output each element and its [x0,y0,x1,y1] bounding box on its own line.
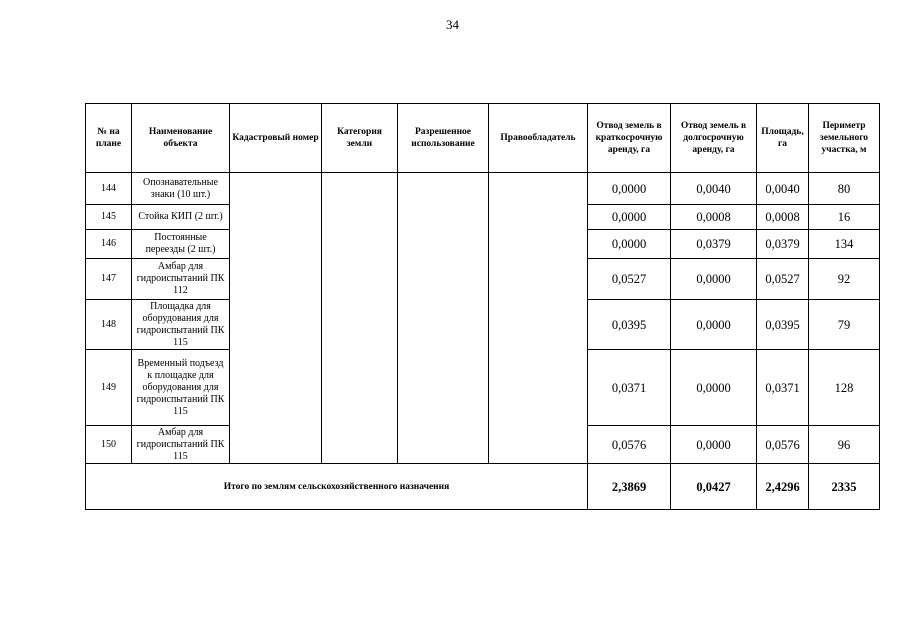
cell-short-term: 0,0576 [588,426,671,464]
cell-short-term: 0,0000 [588,205,671,230]
cell-perimeter: 80 [809,173,880,205]
cell-long-term: 0,0040 [671,173,757,205]
cell-long-term: 0,0000 [671,300,757,350]
total-row [86,464,880,510]
cell-perimeter: 79 [809,300,880,350]
header-permitted-use: Разрешенное использование [398,104,489,173]
table-header-row [86,104,880,173]
total-short-term: 2,3869 [588,464,671,510]
total-long-term: 0,0427 [671,464,757,510]
cell-name: Временный подъезд к площадке для оборудования для гидроиспытаний ПК 115 [132,350,230,426]
cell-name: Стойка КИП (2 шт.) [132,205,230,230]
cell-category-merged [322,173,398,464]
cell-name: Площадка для оборудования для гидроиспытаний ПК 115 [132,300,230,350]
total-area: 2,4296 [757,464,809,510]
land-allocation-table [85,103,880,510]
cell-permitted-use-merged [398,173,489,464]
cell-short-term: 0,0371 [588,350,671,426]
page-number: 34 [446,17,459,32]
cell-no: 145 [86,205,132,230]
cell-perimeter: 96 [809,426,880,464]
cell-perimeter: 16 [809,205,880,230]
cell-area: 0,0008 [757,205,809,230]
cell-short-term: 0,0527 [588,259,671,300]
header-perimeter: Периметр земельного участка, м [809,104,880,173]
cell-area: 0,0379 [757,230,809,259]
header-no: № на плане [86,104,132,173]
cell-perimeter: 134 [809,230,880,259]
cell-no: 147 [86,259,132,300]
cell-short-term: 0,0000 [588,173,671,205]
cell-long-term: 0,0000 [671,350,757,426]
cell-no: 150 [86,426,132,464]
cell-perimeter: 92 [809,259,880,300]
cell-name: Опознавательные знаки (10 шт.) [132,173,230,205]
cell-area: 0,0527 [757,259,809,300]
cell-owner-merged [489,173,588,464]
header-category: Категория земли [322,104,398,173]
cell-short-term: 0,0395 [588,300,671,350]
header-area: Площадь, га [757,104,809,173]
header-owner: Правообладатель [489,104,588,173]
table-row [86,173,880,205]
cell-area: 0,0395 [757,300,809,350]
total-label: Итого по землям сельскохозяйственного назначения [86,464,588,510]
cell-short-term: 0,0000 [588,230,671,259]
header-name: Наименование объекта [132,104,230,173]
cell-perimeter: 128 [809,350,880,426]
cell-area: 0,0576 [757,426,809,464]
cell-cadastral-merged [230,173,322,464]
cell-no: 149 [86,350,132,426]
header-long-term: Отвод земель в долгосрочную аренду, га [671,104,757,173]
cell-long-term: 0,0008 [671,205,757,230]
cell-long-term: 0,0379 [671,230,757,259]
cell-no: 144 [86,173,132,205]
cell-name: Амбар для гидроиспытаний ПК 115 [132,426,230,464]
header-cadastral: Кадастровый номер [230,104,322,173]
cell-area: 0,0371 [757,350,809,426]
total-perimeter: 2335 [809,464,880,510]
cell-long-term: 0,0000 [671,426,757,464]
cell-no: 146 [86,230,132,259]
cell-no: 148 [86,300,132,350]
cell-area: 0,0040 [757,173,809,205]
cell-name: Постоянные переезды (2 шт.) [132,230,230,259]
cell-name: Амбар для гидроиспытаний ПК 112 [132,259,230,300]
header-short-term: Отвод земель в краткосрочную аренду, га [588,104,671,173]
cell-long-term: 0,0000 [671,259,757,300]
